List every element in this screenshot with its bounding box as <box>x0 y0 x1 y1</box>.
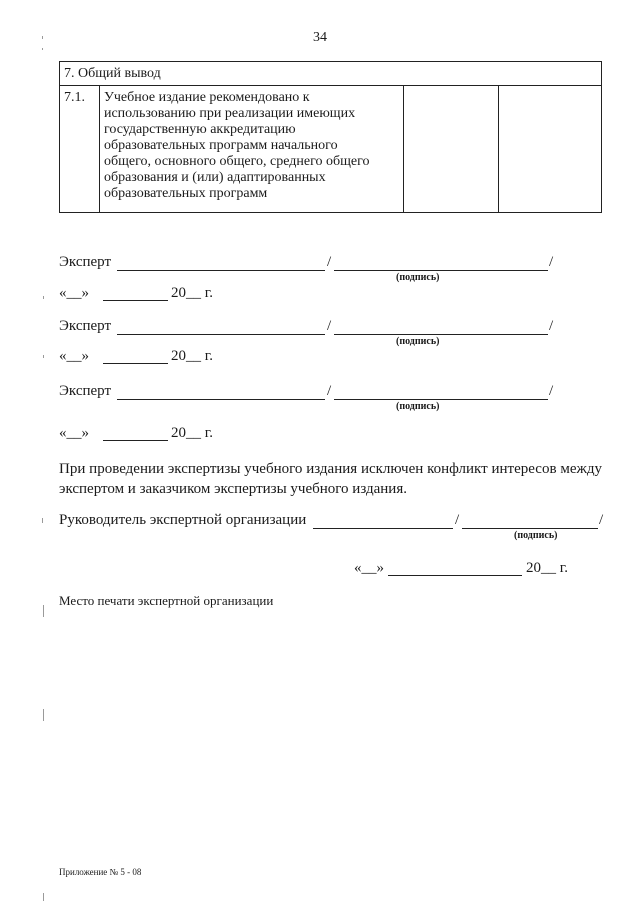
page-number: 34 <box>313 30 327 45</box>
signature-caption: (подпись) <box>396 401 440 412</box>
scan-speck <box>42 36 43 39</box>
scan-speck <box>43 296 44 299</box>
row-text-line: Учебное издание рекомендовано к <box>103 90 310 105</box>
separator-slash: / <box>549 254 554 270</box>
expert-name-line[interactable] <box>117 334 325 335</box>
separator-slash: / <box>599 512 604 528</box>
expert-name-line[interactable] <box>117 270 325 271</box>
head-name-line[interactable] <box>313 528 453 529</box>
date-day: «__» <box>59 425 89 441</box>
separator-slash: / <box>327 254 332 270</box>
scan-speck <box>43 605 44 617</box>
conclusion-table <box>59 61 602 213</box>
row-text-line: общего, основного общего, среднего общего <box>103 154 370 169</box>
signature-caption: (подпись) <box>514 530 558 541</box>
conflict-statement: При проведении экспертизы учебного издания исключен конфликт интересов между экспертом и заказчиком экспертизы учебного издания. <box>59 461 602 497</box>
expert-signature-line[interactable] <box>334 270 548 271</box>
date-day: «__» <box>59 348 89 364</box>
scan-speck <box>42 518 43 523</box>
date-year: 20__ г. <box>526 560 568 576</box>
expert-label: Эксперт <box>59 318 112 334</box>
expert-name-line[interactable] <box>117 399 325 400</box>
row-text-line: образовательных программ начального <box>103 138 338 153</box>
separator-slash: / <box>327 383 332 399</box>
row-text-line: использованию при реализации имеющих <box>103 106 356 121</box>
expert-label: Эксперт <box>59 383 112 399</box>
date-month-line[interactable] <box>103 440 168 441</box>
signature-caption: (подпись) <box>396 336 440 347</box>
separator-slash: / <box>327 318 332 334</box>
expert-label: Эксперт <box>59 254 112 270</box>
separator-slash: / <box>549 318 554 334</box>
table-section-row <box>60 62 602 86</box>
date-month-line[interactable] <box>103 363 168 364</box>
expert-signature-line[interactable] <box>334 399 548 400</box>
row-number: 7.1. <box>60 86 100 213</box>
table-row <box>60 86 602 213</box>
date-day: «__» <box>59 285 89 301</box>
date-month-line[interactable] <box>103 300 168 301</box>
scan-speck <box>43 709 44 721</box>
separator-slash: / <box>455 512 460 528</box>
row-text-line: государственную аккредитацию <box>103 122 296 137</box>
scan-speck <box>42 48 43 50</box>
seal-place-note: Место печати экспертной организации <box>59 593 274 608</box>
date-day: «__» <box>354 560 384 576</box>
row-text-line: образовательных программ <box>103 186 268 201</box>
empty-cell <box>499 86 602 213</box>
date-month-line[interactable] <box>388 575 522 576</box>
scan-speck <box>43 893 44 901</box>
row-text-line: образования и (или) адаптированных <box>103 170 326 185</box>
empty-cell <box>404 86 499 213</box>
scan-speck <box>43 355 44 358</box>
separator-slash: / <box>549 383 554 399</box>
signature-caption: (подпись) <box>396 272 440 283</box>
head-signature-line[interactable] <box>462 528 598 529</box>
expert-signature-line[interactable] <box>334 334 548 335</box>
date-year: 20__ г. <box>171 425 213 441</box>
date-year: 20__ г. <box>171 285 213 301</box>
row-text <box>99 86 404 213</box>
head-label: Руководитель экспертной организации <box>59 512 307 528</box>
section-title: 7. Общий вывод <box>60 62 602 86</box>
date-year: 20__ г. <box>171 348 213 364</box>
footer-note: Приложение № 5 - 08 <box>59 867 142 877</box>
